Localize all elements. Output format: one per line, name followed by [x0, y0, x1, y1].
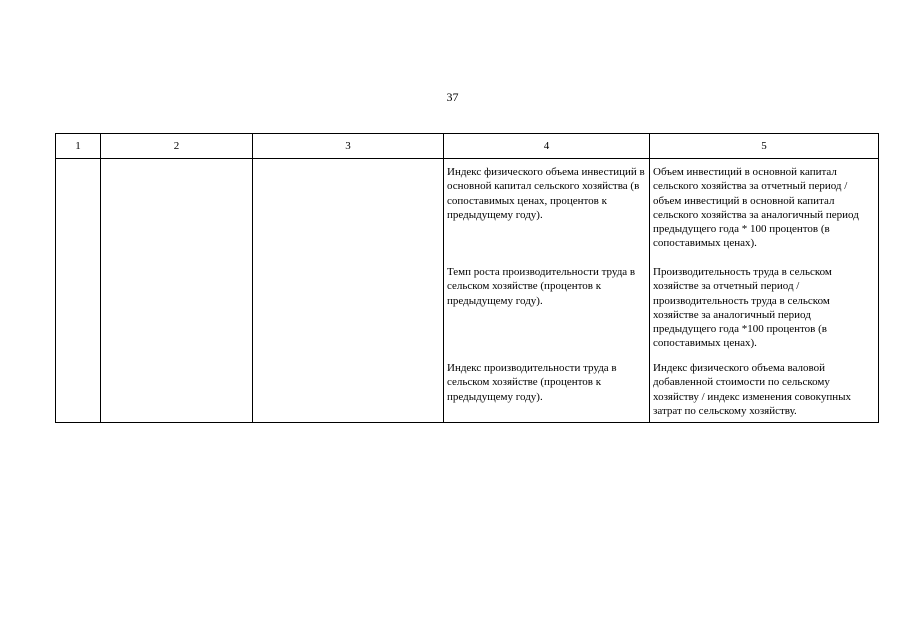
indicator-name-3: Индекс производительности труда в сельском хозяйстве (процентов к предыдущему году).: [447, 362, 617, 403]
indicator-formula-3: Индекс физического объема валовой добавленной стоимости по сельскому хозяйству / индекс изменения совокупных затрат по сельскому хозяйству.: [653, 362, 852, 417]
data-table: [55, 133, 879, 423]
page-number: 37: [446, 90, 459, 104]
column-header-1: 1: [56, 134, 101, 159]
cell-indicator-formulas: [650, 159, 879, 423]
indicator-formula-1: Объем инвестиций в основной капитал сельского хозяйства за отчетный период / объем инвестиций в основной капитал сельского хозяйства за аналогичный период предыдущего года * 100 процентов (в сопоставимых ценах).: [653, 166, 859, 250]
cell-indicator-names: [444, 159, 650, 423]
indicator-formula-2: Производительность труда в сельском хозяйстве за отчетный период / производительность труда в сельском хозяйстве за аналогичный период предыдущего года *100 процентов (в сопоставимых ценах).: [653, 266, 832, 350]
column-header-3: 3: [253, 134, 444, 159]
indicator-name-1: Индекс физического объема инвестиций в основной капитал сельского хозяйства (в сопоставимых ценах, процентов к предыдущему году).: [447, 166, 645, 221]
table-header-row: [56, 134, 879, 159]
cell-col-3: [253, 159, 444, 423]
column-header-4: 4: [444, 134, 650, 159]
cell-col-1: [56, 159, 101, 423]
column-header-2: 2: [101, 134, 253, 159]
column-header-5: 5: [650, 134, 879, 159]
indicator-name-2: Темп роста производительности труда в сельском хозяйстве (процентов к предыдущему году).: [447, 266, 636, 307]
table-row: [56, 159, 879, 423]
cell-col-2: [101, 159, 253, 423]
